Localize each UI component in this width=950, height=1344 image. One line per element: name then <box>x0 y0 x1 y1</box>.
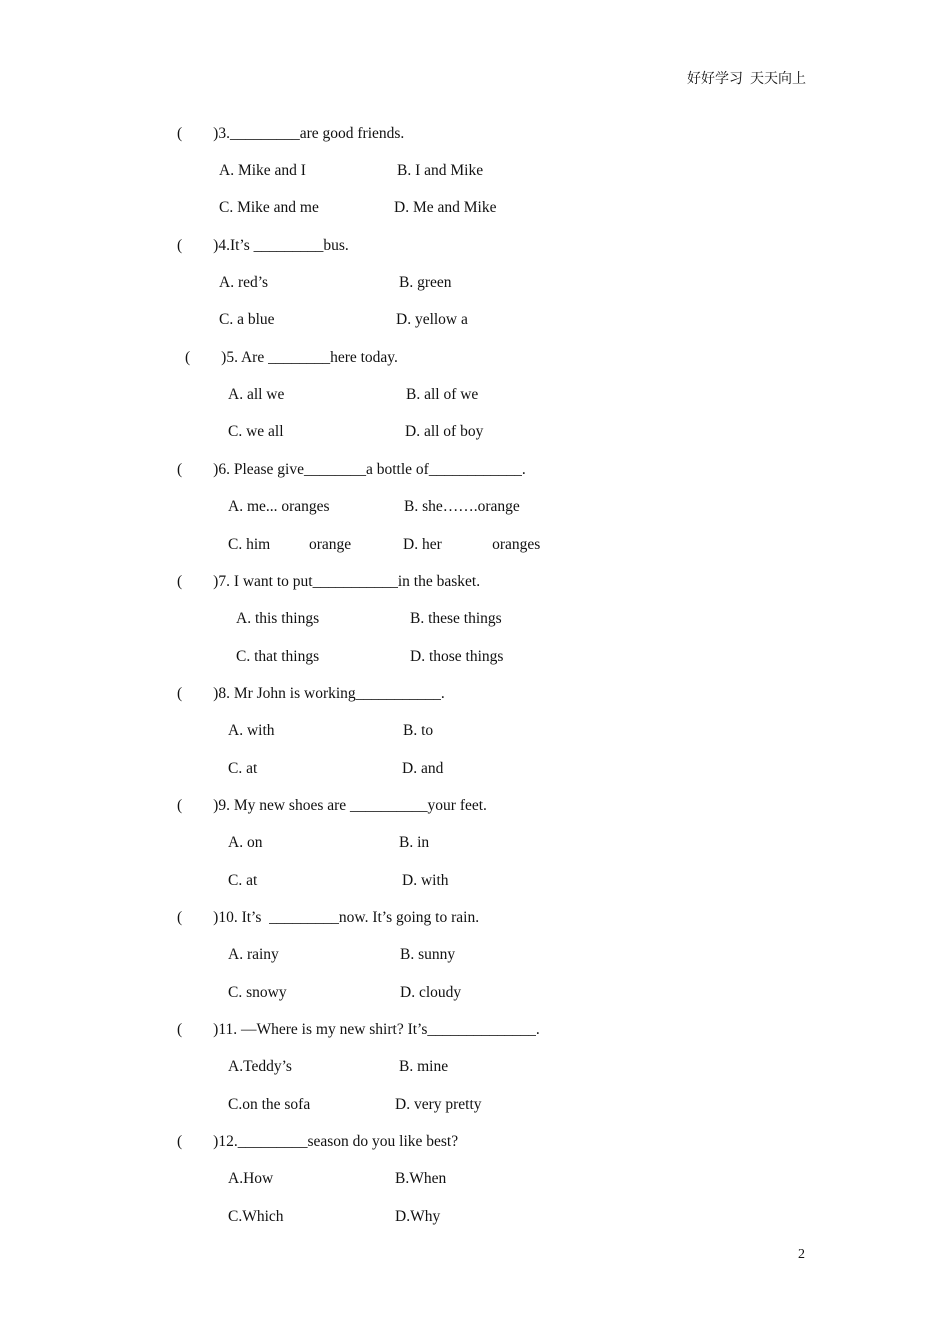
page-header: 好好学习 天天向上 <box>687 72 806 87</box>
option-b: B. I and Mike <box>397 162 484 179</box>
option-c: C. Mike and me <box>219 199 319 216</box>
option-a: A. me... oranges <box>228 498 330 515</box>
option-d: D. all of boy <box>405 423 484 440</box>
option-b: B. she…….orange <box>404 498 520 515</box>
option-a: A. on <box>228 834 263 851</box>
option-c: C. him orange <box>228 536 352 553</box>
question-stem: ( )3._________are good friends. <box>177 125 405 142</box>
question-stem: ( )4.It’s _________bus. <box>177 237 349 254</box>
question-stem: ( )9. My new shoes are __________your feet. <box>177 797 487 814</box>
option-c: C. at <box>228 872 258 889</box>
option-a: A. with <box>228 722 275 739</box>
question-stem: ( )8. Mr John is working___________. <box>177 685 445 702</box>
option-d: D. those things <box>410 648 504 665</box>
option-b: B. mine <box>399 1058 449 1075</box>
page-number: 2 <box>798 1247 805 1262</box>
question-stem: ( )7. I want to put___________in the basket. <box>177 573 481 590</box>
option-d: D. her oranges <box>403 536 541 553</box>
option-d: D. with <box>402 872 449 889</box>
option-a: A. red’s <box>219 274 269 291</box>
option-a: A.Teddy’s <box>228 1058 292 1075</box>
option-d: D. very pretty <box>395 1096 482 1113</box>
option-c: C. we all <box>228 423 284 440</box>
option-a: A. rainy <box>228 946 279 963</box>
option-d: D. cloudy <box>400 984 462 1001</box>
option-d: D. and <box>402 760 444 777</box>
option-d: D. Me and Mike <box>394 199 497 216</box>
option-b: B. sunny <box>400 946 456 963</box>
option-a: A. Mike and I <box>219 162 306 179</box>
option-b: B. in <box>399 834 430 851</box>
question-stem: ( )5. Are ________here today. <box>185 349 398 366</box>
option-a: A. this things <box>236 610 320 627</box>
option-b: B. to <box>403 722 434 739</box>
option-d: D. yellow a <box>396 311 468 328</box>
option-b: B. all of we <box>406 386 479 403</box>
question-stem: ( )6. Please give________a bottle of____________. <box>177 461 526 478</box>
option-c: C. a blue <box>219 311 275 328</box>
option-b: B.When <box>395 1170 447 1187</box>
question-stem: ( )12._________season do you like best? <box>177 1133 459 1150</box>
option-b: B. green <box>399 274 452 291</box>
option-c: C. snowy <box>228 984 287 1001</box>
option-c: C. that things <box>236 648 320 665</box>
option-d: D.Why <box>395 1208 441 1225</box>
option-b: B. these things <box>410 610 502 627</box>
question-stem: ( )10. It’s _________now. It’s going to rain. <box>177 909 480 926</box>
option-c: C. at <box>228 760 258 777</box>
option-c: C.on the sofa <box>228 1096 311 1113</box>
option-c: C.Which <box>228 1208 284 1225</box>
option-a: A. all we <box>228 386 285 403</box>
question-stem: ( )11. —Where is my new shirt? It’s______________. <box>177 1021 540 1038</box>
option-a: A.How <box>228 1170 274 1187</box>
